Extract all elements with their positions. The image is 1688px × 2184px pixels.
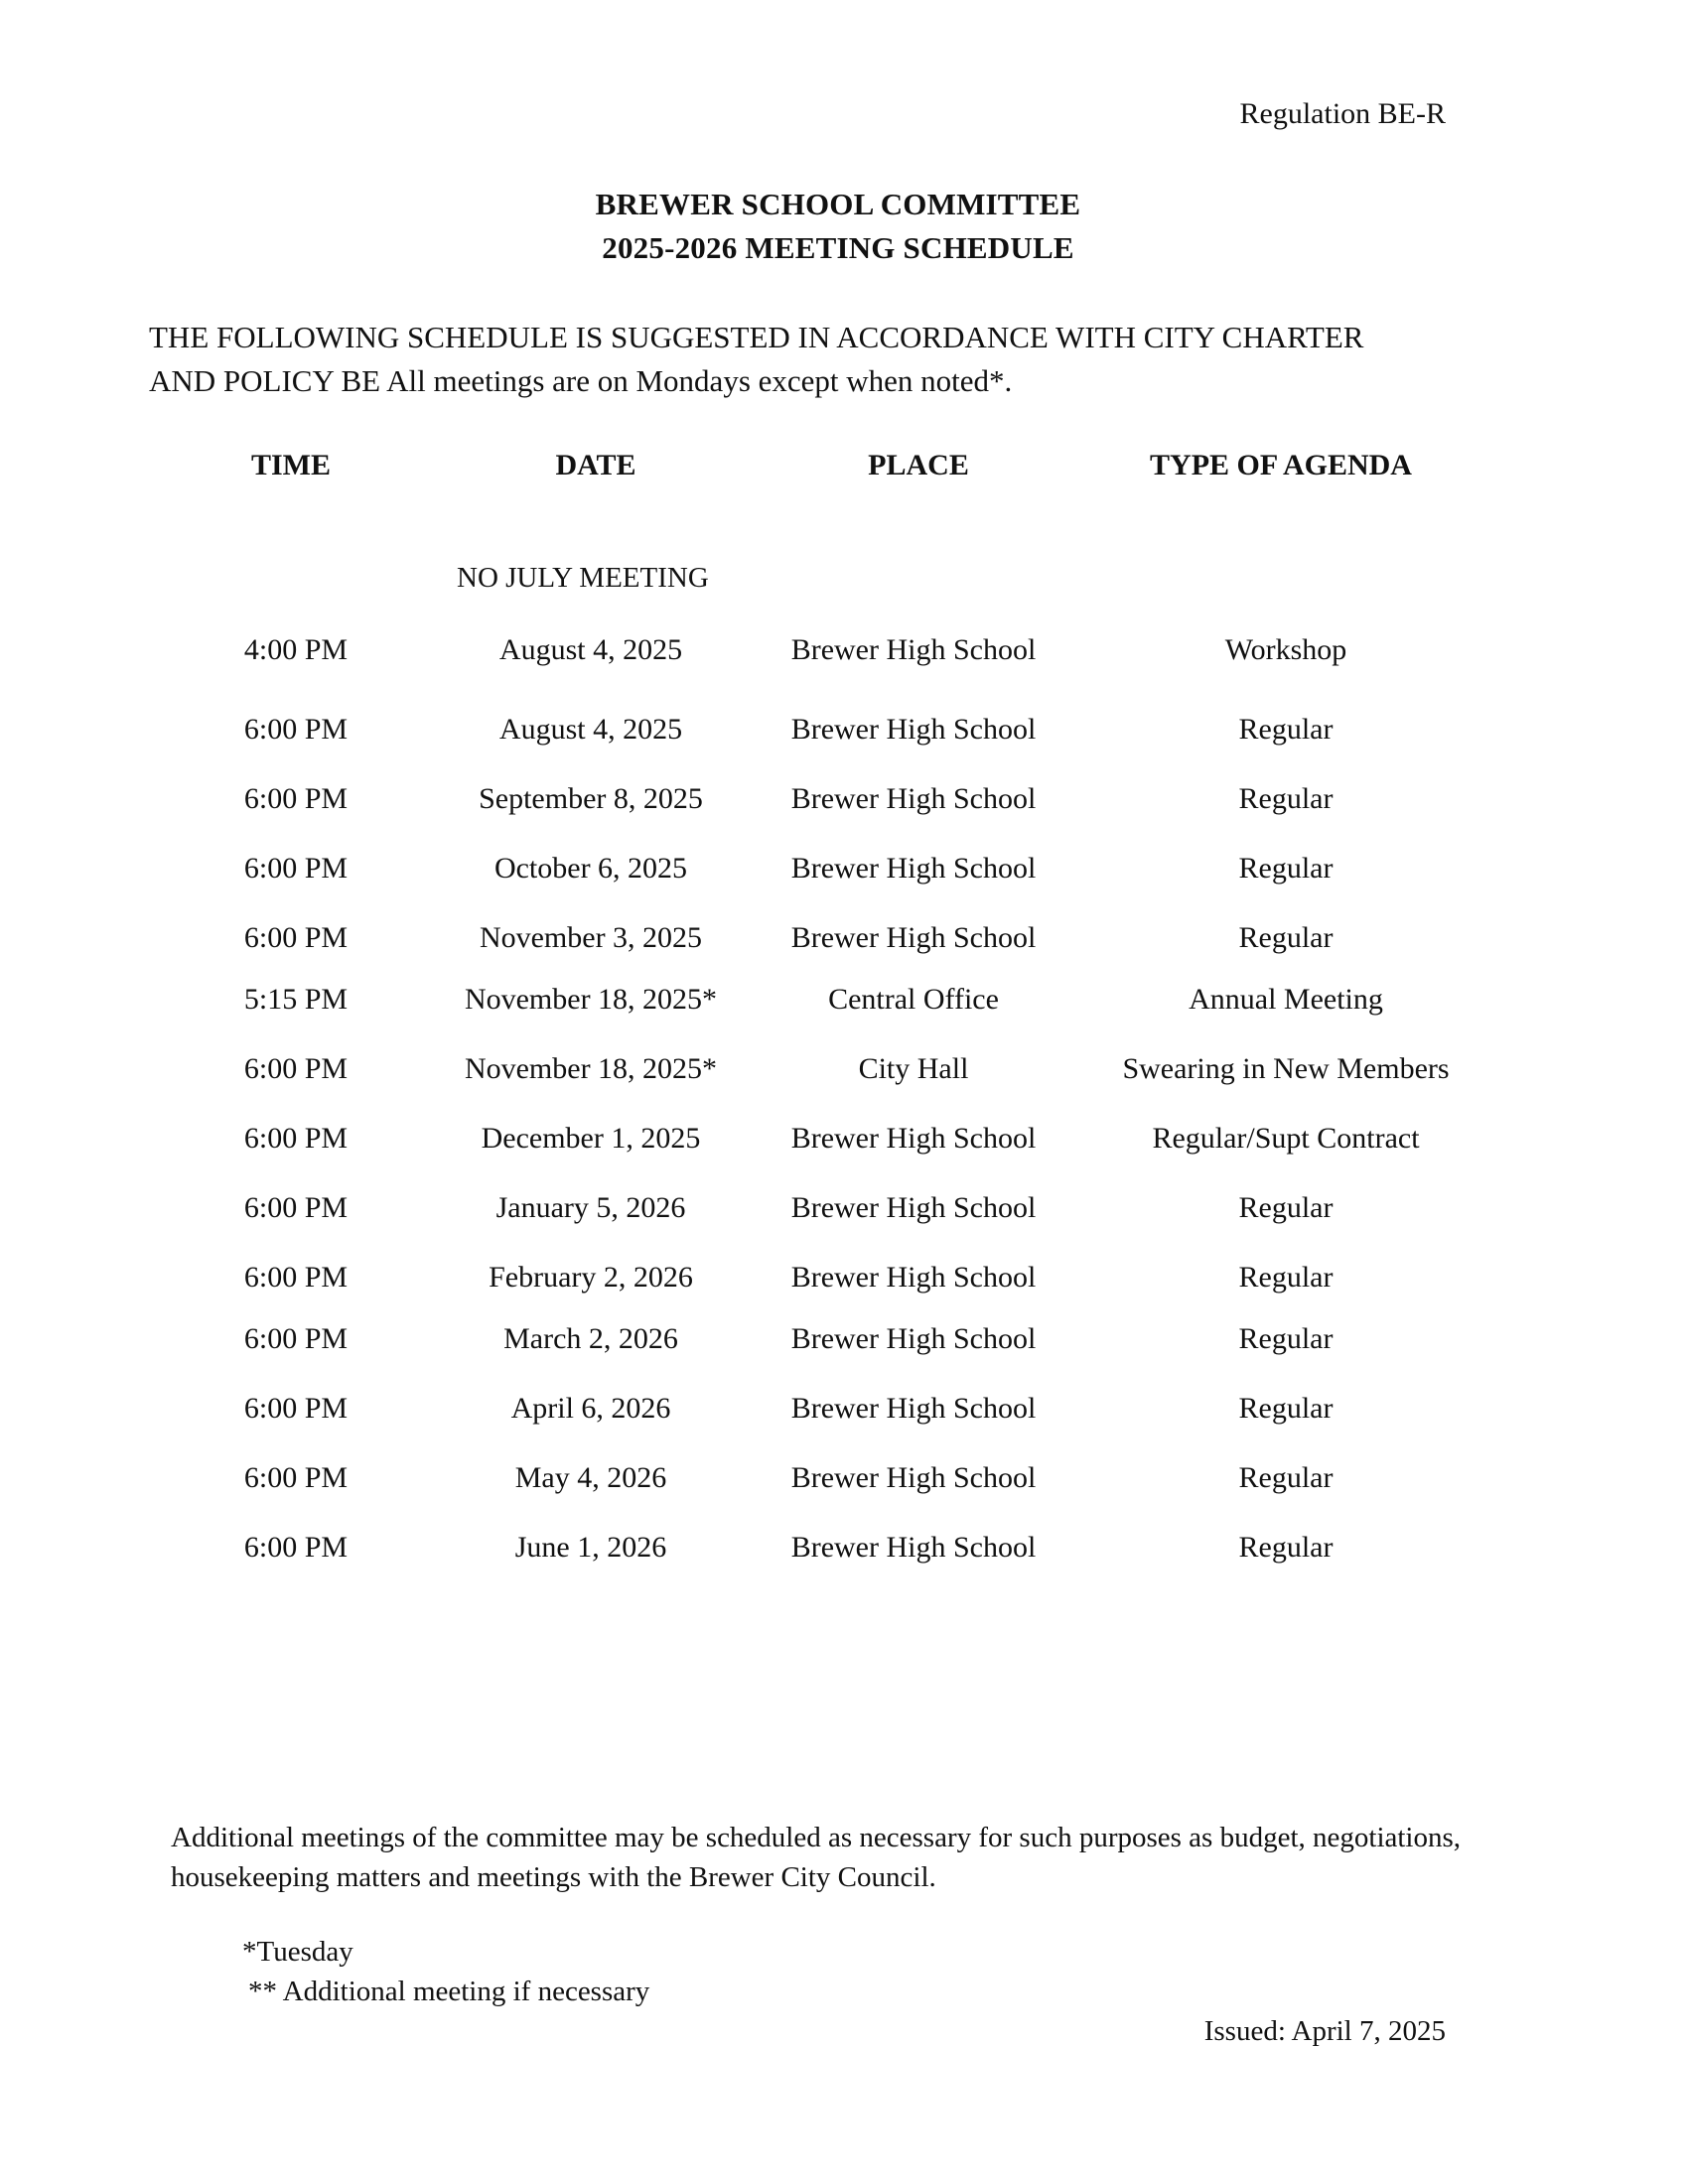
row-time: 6:00 PM (243, 1322, 349, 1355)
row-place: City Hall (858, 1052, 969, 1085)
row-time: 6:00 PM (243, 1052, 349, 1085)
row-agenda-type: Regular (1238, 713, 1334, 746)
row-date: November 18, 2025* (464, 983, 718, 1016)
row-time: 6:00 PM (243, 713, 349, 746)
row-place: Brewer High School (790, 1191, 1037, 1224)
row-date: January 5, 2026 (495, 1191, 686, 1224)
row-time: 6:00 PM (243, 1392, 349, 1425)
row-date: February 2, 2026 (489, 1261, 693, 1294)
footnote-additional: ** Additional meeting if necessary (248, 1976, 650, 2007)
row-date: August 4, 2025 (498, 633, 683, 666)
row-agenda-type: Swearing in New Members (1122, 1052, 1450, 1085)
row-agenda-type: Regular/Supt Contract (1152, 1122, 1420, 1155)
row-date: October 6, 2025 (493, 852, 688, 885)
row-agenda-type: Regular (1238, 1461, 1334, 1494)
row-time: 6:00 PM (243, 1122, 349, 1155)
row-agenda-type: Regular (1238, 1261, 1334, 1294)
footnote-tuesday: *Tuesday (242, 1936, 353, 1968)
row-time: 6:00 PM (243, 1461, 349, 1494)
row-place: Brewer High School (790, 852, 1037, 885)
row-agenda-type: Workshop (1224, 633, 1347, 666)
row-agenda-type: Regular (1238, 921, 1334, 954)
intro-line-2: AND POLICY BE All meetings are on Mondays except when noted*. (149, 363, 1013, 398)
row-agenda-type: Regular (1238, 1191, 1334, 1224)
document-subtitle: 2025-2026 MEETING SCHEDULE (602, 230, 1074, 265)
row-time: 6:00 PM (243, 1191, 349, 1224)
row-agenda-type: Regular (1238, 1531, 1334, 1564)
row-place: Brewer High School (790, 1531, 1037, 1564)
column-header-place: PLACE (868, 449, 969, 481)
document-title: BREWER SCHOOL COMMITTEE (595, 187, 1081, 221)
row-agenda-type: Regular (1238, 1392, 1334, 1425)
row-place: Brewer High School (790, 1261, 1037, 1294)
row-time: 6:00 PM (243, 852, 349, 885)
additional-meetings-line-1: Additional meetings of the committee may be scheduled as necessary for such purposes as budget, negotiations, (171, 1822, 1462, 1853)
row-place: Brewer High School (790, 1392, 1037, 1425)
row-agenda-type: Regular (1238, 782, 1334, 815)
column-header-time: TIME (250, 449, 331, 481)
row-time: 6:00 PM (243, 1261, 349, 1294)
row-date: June 1, 2026 (514, 1531, 667, 1564)
row-agenda-type: Regular (1238, 852, 1334, 885)
column-header-type: TYPE OF AGENDA (1150, 449, 1412, 481)
row-date: December 1, 2025 (481, 1122, 701, 1155)
issued-date: Issued: April 7, 2025 (1203, 2015, 1446, 2047)
additional-meetings-line-2: housekeeping matters and meetings with the Brewer City Council. (171, 1861, 936, 1893)
row-time: 6:00 PM (243, 921, 349, 954)
row-date: April 6, 2026 (510, 1392, 671, 1425)
row-place: Central Office (828, 983, 999, 1016)
row-date: May 4, 2026 (514, 1461, 667, 1494)
row-time: 6:00 PM (243, 1531, 349, 1564)
row-agenda-type: Annual Meeting (1189, 983, 1383, 1016)
row-date: March 2, 2026 (503, 1322, 678, 1355)
column-header-date: DATE (555, 449, 636, 481)
row-time: 5:15 PM (243, 983, 349, 1016)
row-place: Brewer High School (790, 1322, 1037, 1355)
row-date: November 18, 2025* (464, 1052, 718, 1085)
row-place: Brewer High School (790, 921, 1037, 954)
row-place: Brewer High School (790, 782, 1037, 815)
no-july-meeting-note: NO JULY MEETING (457, 562, 709, 594)
row-place: Brewer High School (790, 1122, 1037, 1155)
row-date: November 3, 2025 (479, 921, 703, 954)
row-date: August 4, 2025 (498, 713, 683, 746)
intro-line-1: THE FOLLOWING SCHEDULE IS SUGGESTED IN ACCORDANCE WITH CITY CHARTER (149, 320, 1364, 354)
regulation-label: Regulation BE-R (1239, 97, 1446, 130)
row-place: Brewer High School (790, 1461, 1037, 1494)
row-time: 6:00 PM (243, 782, 349, 815)
row-place: Brewer High School (790, 713, 1037, 746)
row-agenda-type: Regular (1238, 1322, 1334, 1355)
row-date: September 8, 2025 (479, 782, 703, 815)
row-time: 4:00 PM (243, 633, 349, 666)
row-place: Brewer High School (790, 633, 1037, 666)
